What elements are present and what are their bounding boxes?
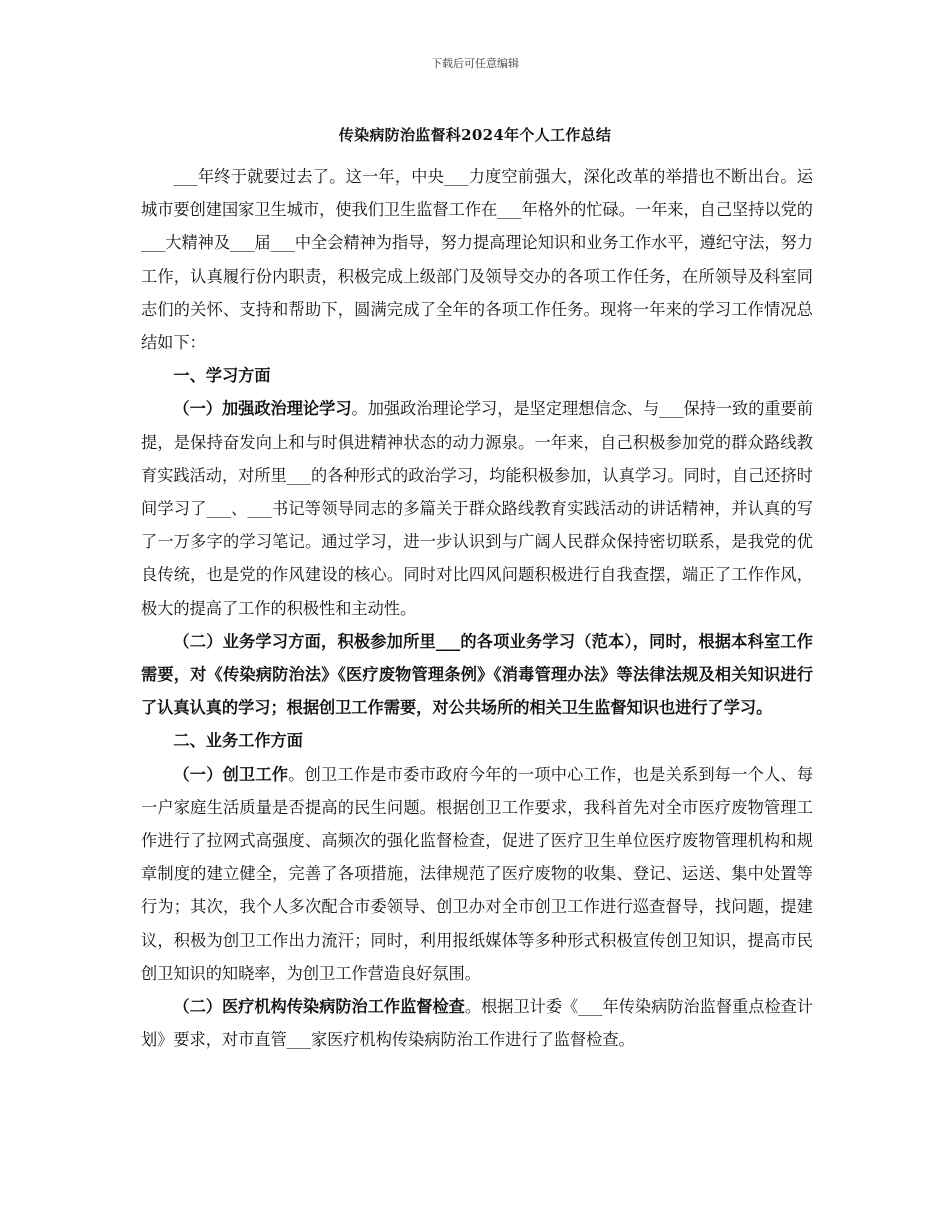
intro-paragraph: ___年终于就要过去了。这一年，中央___力度空前强大，深化改革的举措也不断出台。运城市要创建国家卫生城市，使我们卫生监督工作在___年格外的忙碌。一年来，自己坚持以党的___大精神及___届___中全会精神为指导，努力提高理论知识和业务工作水平，遵纪守法，努力工作，认真履行份内职责，积极完成上级部门及领导交办的各项工作任务，在所领导及科室同志们的关怀、支持和帮助下，圆满完成了全年的各项工作任务。现将一年来的学习工作情况总结如下： bbox=[141, 167, 813, 353]
paragraph-business-study: （二）业务学习方面，积极参加所里___的各项业务学习（范本），同时，根据本科室工作需要，对《传染病防治法》《医疗废物管理条例》《消毒管理办法》等法律法规及相关知识进行了认真认真的学习；根据创卫工作需要，对公共场所的相关卫生监督知识也进行了学习。 bbox=[141, 631, 813, 718]
paragraph-text: 。根据卫计委《___年传染病防治监督重点检查计划》要求，对市直管___家医疗机构传染病防治工作进行了监督检查。 bbox=[141, 997, 814, 1050]
paragraph-label: （一）创卫工作 bbox=[173, 764, 289, 784]
section-heading-study: 一、学习方面 bbox=[173, 366, 271, 386]
paragraph-inspection bbox=[141, 990, 813, 1056]
paragraph-text: 。加强政治理论学习，是坚定理想信念、与___保持一致的重要前提，是保持奋发向上和与时俱进精神状态的动力源泉。一年来，自己积极参加党的群众路线教育实践活动，对所里___的各种形式的政治学习，均能积极参加，认真学习。同时，自己还挤时间学习了___、___书记等领导同志的多篇关于群众路线教育实践活动的讲话精神，并认真的写了一万多字的学习笔记。通过学习，进一步认识到与广阔人民群众保持密切联系，是我党的优良传统，也是党的作风建设的核心。同时对比四风问题积极进行自我查摆，端正了工作作风，极大的提高了工作的积极性和主动性。 bbox=[141, 399, 814, 618]
document-title: 传染病防治监督科2024年个人工作总结 bbox=[338, 126, 612, 144]
paragraph-political-study bbox=[141, 392, 813, 624]
paragraph-label: （一）加强政治理论学习 bbox=[173, 399, 352, 419]
paragraph-text: 。创卫工作是市委市政府今年的一项中心工作，也是关系到每一个人、每一户家庭生活质量是否提高的民生问题。根据创卫工作要求，我科首先对全市医疗废物管理工作进行了拉网式高强度、高频次的强化监督检查，促进了医疗卫生单位医疗废物管理机构和规章制度的建立健全，完善了各项措施，法律规范了医疗废物的收集、登记、运送、集中处置等行为；其次，我个人多次配合市委领导、创卫办对全市创卫工作进行巡查督导，找问题，提建议，积极为创卫工作出力流汗；同时，利用报纸媒体等多种形式积极宣传创卫知识，提高市民创卫知识的知晓率，为创卫工作营造良好氛围。 bbox=[141, 764, 814, 983]
paragraph-sanitation bbox=[141, 758, 813, 990]
document-body bbox=[141, 160, 813, 1056]
header-note: 下载后可任意编辑 bbox=[431, 57, 519, 70]
paragraph-label: （二）医疗机构传染病防治工作监督检查 bbox=[173, 997, 465, 1017]
section-heading-work: 二、业务工作方面 bbox=[173, 731, 303, 751]
